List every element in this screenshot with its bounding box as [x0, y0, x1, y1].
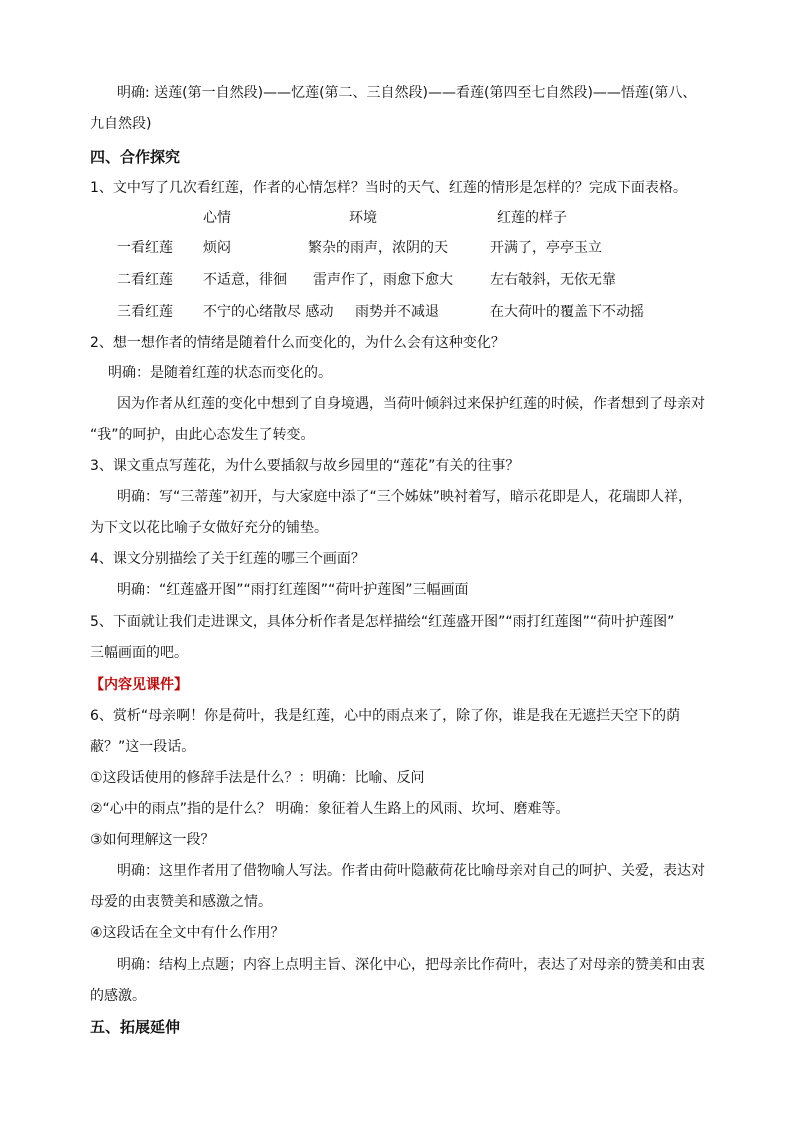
- question-3: 3、课文重点写莲花，为什么要插叙与故乡园里的“莲花”有关的往事？: [90, 458, 520, 474]
- question-2: 2、想一想作者的情绪是随着什么而变化的，为什么会有这种变化？: [90, 335, 505, 351]
- table-cell-environment: 雨势并不减退: [355, 304, 439, 320]
- answer-3-line-1: 明确：写“三蒂莲”初开，与大家庭中添了“三个姊妹”映衬着写，暗示花即是人，花瑞即人祥，: [117, 489, 693, 505]
- intro-line-1: 明确: 送莲(第一自然段)——忆莲(第二、三自然段)——看莲(第四至七自然段)——悟莲(第八、: [117, 85, 697, 101]
- answer-2-line-3: “我”的呵护，由此心态发生了转变。: [90, 427, 315, 443]
- answer-2-line-2: 因为作者从红莲的变化中想到了自身境遇，当荷叶倾斜过来保护红莲的时候，作者想到了母亲对: [117, 396, 705, 412]
- sub-question-2: ②“心中的雨点”指的是什么？ 明确：象征着人生路上的风雨、坎坷、磨难等。: [90, 801, 570, 817]
- table-cell-mood: 不适意，徘徊: [203, 272, 287, 288]
- table-row-label: 一看红莲: [117, 240, 173, 256]
- answer-2-line-1: 明确：是随着红莲的状态而变化的。: [108, 365, 332, 381]
- sub-answer-3-line-2: 母爱的由衷赞美和感激之情。: [90, 894, 272, 910]
- table-cell-environment: 雷声作了，雨愈下愈大: [313, 272, 453, 288]
- table-cell-mood: 烦闷: [203, 240, 231, 256]
- question-6-line-1: 6、赏析“母亲啊！你是荷叶，我是红莲，心中的雨点来了，除了你，谁是我在无遮拦天空下的荫: [90, 708, 681, 724]
- courseware-note: 【内容见课件】: [90, 677, 188, 693]
- sub-question-4: ④这段话在全文中有什么作用？: [90, 925, 285, 941]
- table-cell-lotus: 左右攲斜，无依无靠: [490, 272, 616, 288]
- table-cell-lotus: 开满了，亭亭玉立: [490, 240, 602, 256]
- sub-question-3: ③如何理解这一段？: [90, 832, 215, 848]
- question-4: 4、课文分别描绘了关于红莲的哪三个画面？: [90, 551, 365, 567]
- table-row-label: 二看红莲: [117, 272, 173, 288]
- answer-4: 明确：“红莲盛开图”“雨打红莲图”“荷叶护莲图”三幅画面: [117, 582, 469, 598]
- table-header-mood: 心情: [203, 210, 231, 226]
- question-5-line-1: 5、下面就让我们走进课文，具体分析作者是怎样描绘“红莲盛开图”“雨打红莲图”“荷叶护莲图”: [90, 614, 675, 630]
- question-1: 1、文中写了几次看红莲，作者的心情怎样？当时的天气、红莲的情形是怎样的？完成下面表格。: [90, 180, 687, 196]
- section-4-heading: 四、合作探究: [90, 148, 181, 166]
- table-cell-mood: 不宁的心绪散尽 感动: [203, 304, 334, 320]
- question-6-line-2: 蔽？”这一段话。: [90, 739, 196, 755]
- sub-answer-4-line-1: 明确：结构上点题；内容上点明主旨、深化中心，把母亲比作荷叶，表达了对母亲的赞美和由衷: [117, 957, 705, 973]
- sub-question-1: ①这段话使用的修辞手法是什么？：明确：比喻、反问: [90, 770, 425, 786]
- intro-line-2: 九自然段): [90, 116, 152, 132]
- sub-answer-4-line-2: 的感激。: [90, 988, 146, 1004]
- question-5-line-2: 三幅画面的吧。: [90, 645, 188, 661]
- table-header-lotus: 红莲的样子: [497, 210, 567, 226]
- section-5-heading: 五、拓展延伸: [90, 1018, 181, 1036]
- table-cell-lotus: 在大荷叶的覆盖下不动摇: [490, 304, 644, 320]
- answer-3-line-2: 为下文以花比喻子女做好充分的铺垫。: [90, 520, 328, 536]
- sub-answer-3-line-1: 明确：这里作者用了借物喻人写法。作者由荷叶隐蔽荷花比喻母亲对自己的呵护、关爱，表达对: [117, 863, 705, 879]
- table-row-label: 三看红莲: [117, 304, 173, 320]
- table-header-environment: 环境: [349, 210, 377, 226]
- table-cell-environment: 繁杂的雨声，浓阴的天: [308, 240, 448, 256]
